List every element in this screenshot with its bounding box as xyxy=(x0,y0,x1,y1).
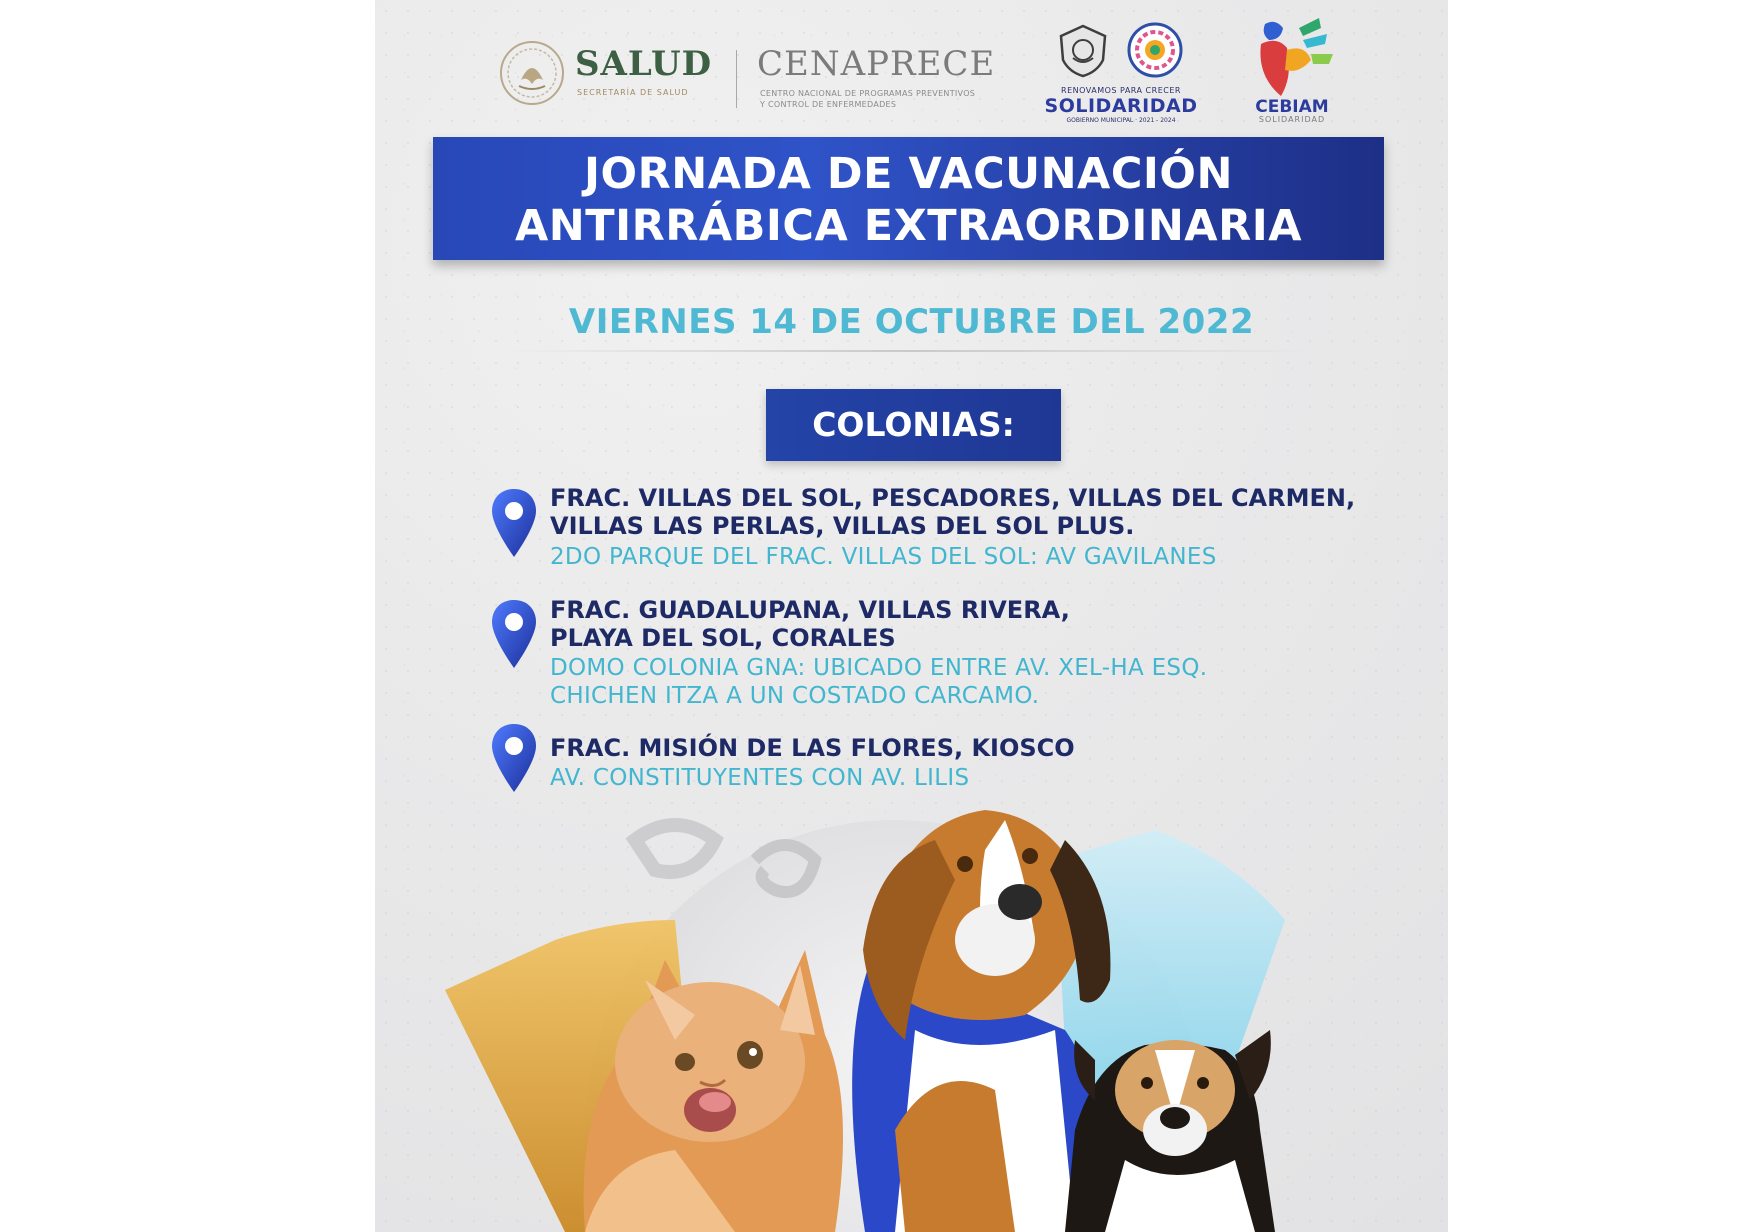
salud-logo-subtitle: SECRETARÍA DE SALUD xyxy=(577,88,689,97)
solidaridad-emblem-icon xyxy=(1127,22,1183,78)
cebiam-logo-icon xyxy=(1247,14,1337,100)
location-1-title-1: FRAC. VILLAS DEL SOL, PESCADORES, VILLAS DEL CARMEN, xyxy=(550,484,1356,512)
location-1-title-2: VILLAS LAS PERLAS, VILLAS DEL SOL PLUS. xyxy=(550,512,1135,540)
cenaprece-logo-title: CENAPRECE xyxy=(757,44,996,84)
location-2-address-2: CHICHEN ITZA A UN COSTADO CARCAMO. xyxy=(550,683,1040,709)
location-2-address-1: DOMO COLONIA GNA: UBICADO ENTRE AV. XEL-HA ESQ. xyxy=(550,655,1208,681)
solidaridad-tagline: RENOVAMOS PARA CRECER xyxy=(1061,86,1181,95)
salud-logo-title: SALUD xyxy=(575,44,713,84)
banner-line-1: JORNADA DE VACUNACIÓN xyxy=(584,149,1233,199)
location-3-address: AV. CONSTITUYENTES CON AV. LILIS xyxy=(550,765,970,791)
solidaridad-name: SOLIDARIDAD xyxy=(1044,95,1198,117)
date-divider xyxy=(505,350,1318,352)
logo-divider xyxy=(736,50,737,108)
location-2-title-2: PLAYA DEL SOL, CORALES xyxy=(550,624,896,652)
location-2-title-1: FRAC. GUADALUPANA, VILLAS RIVERA, xyxy=(550,596,1070,624)
solidaridad-gov: GOBIERNO MUNICIPAL · 2021 - 2024 xyxy=(1066,117,1176,124)
banner-line-2: ANTIRRÁBICA EXTRAORDINARIA xyxy=(515,201,1302,251)
cebiam-name: CEBIAM xyxy=(1255,97,1329,117)
location-pin-icon xyxy=(489,598,539,672)
location-1-address: 2DO PARQUE DEL FRAC. VILLAS DEL SOL: AV GAVILANES xyxy=(550,544,1217,570)
location-pin-icon xyxy=(489,722,539,796)
vaccination-poster xyxy=(375,0,1448,1232)
municipal-seal-icon xyxy=(1057,24,1109,78)
title-banner xyxy=(433,137,1384,260)
mexico-coat-of-arms-icon xyxy=(499,40,565,106)
cebiam-sub: SOLIDARIDAD xyxy=(1258,115,1326,124)
colonias-label: COLONIAS: xyxy=(766,389,1061,461)
cenaprece-subtitle-2: Y CONTROL DE ENFERMEDADES xyxy=(760,100,897,109)
location-pin-icon xyxy=(489,487,539,561)
cenaprece-subtitle-1: CENTRO NACIONAL DE PROGRAMAS PREVENTIVOS xyxy=(760,89,976,98)
pets-illustration xyxy=(375,800,1448,1232)
location-3-title: FRAC. MISIÓN DE LAS FLORES, KIOSCO xyxy=(550,734,1075,762)
event-date: VIERNES 14 DE OCTUBRE DEL 2022 xyxy=(568,302,1255,342)
